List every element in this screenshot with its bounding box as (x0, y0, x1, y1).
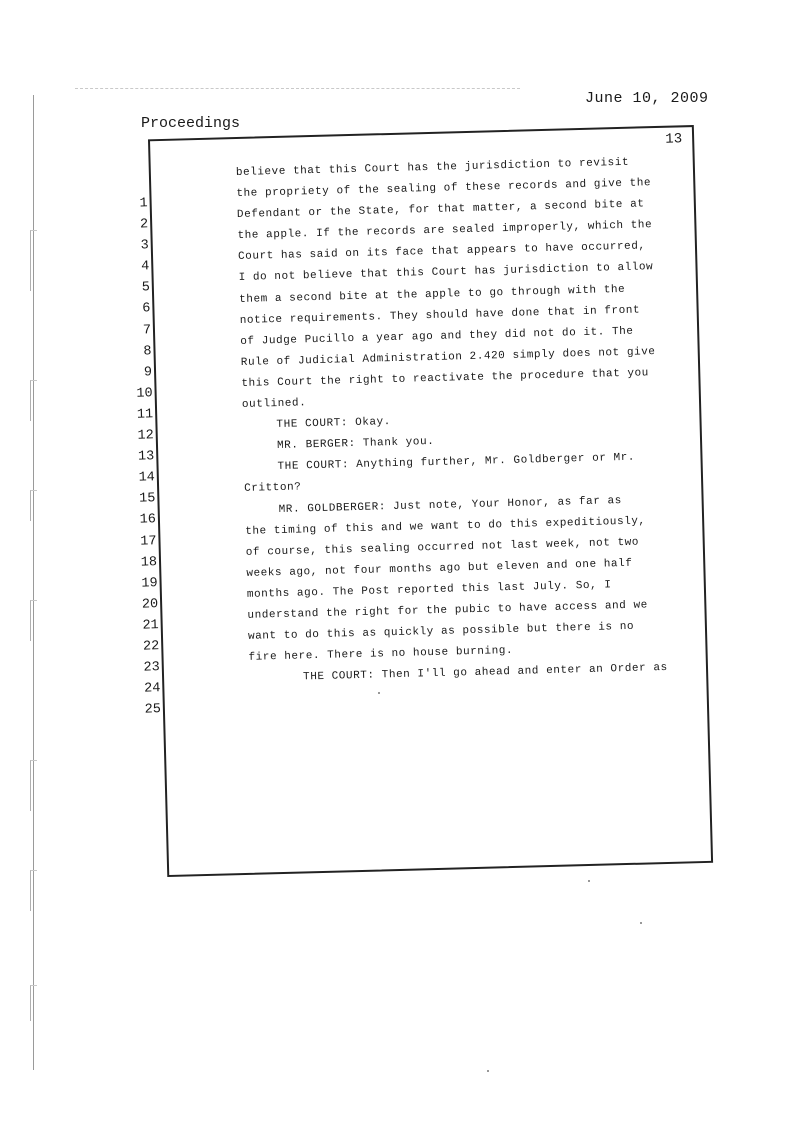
line-number: 21 (142, 618, 159, 634)
transcript-line: THE COURT: Okay. (276, 416, 392, 432)
line-number: 6 (142, 301, 151, 317)
line-number: 23 (143, 660, 161, 676)
transcript-line: the apple. If the records are sealed improperly, which the (237, 219, 653, 243)
line-number: 14 (138, 470, 156, 486)
line-number: 11 (136, 407, 154, 423)
line-number: 2 (139, 217, 149, 233)
transcript-line: Rule of Judicial Administration 2.420 simply does not give (240, 345, 656, 369)
line-number: 5 (141, 280, 151, 296)
transcript-line: of course, this sealing occurred not last week, not two (245, 536, 640, 559)
line-number: 3 (140, 238, 149, 254)
line-number: 4 (141, 259, 150, 275)
line-number: 8 (143, 343, 152, 360)
line-number: 1 (139, 196, 148, 212)
transcript-line: want to do this as quickly as possible but there is no (247, 620, 635, 643)
header-title: Proceedings (141, 115, 241, 132)
line-number: 20 (141, 596, 159, 613)
transcript-line: Court has said on its face that appears to have occurred, (237, 240, 646, 264)
transcript-line: fire here. There is no house burning. (248, 645, 514, 665)
line-number: 24 (143, 681, 161, 697)
line-number: 22 (142, 639, 160, 655)
transcript-line: the timing of this and we want to do this expeditiously, (245, 515, 646, 538)
line-number: 16 (139, 512, 157, 529)
transcript-line: THE COURT: Then I'll go ahead and enter an Order as (302, 662, 668, 684)
transcript-line: this Court the right to reactivate the procedure that you (241, 367, 650, 390)
transcript-line: months ago. The Post reported this last July. So, I (246, 579, 612, 601)
transcript-line: weeks ago, not four months ago but eleven and one half (246, 557, 633, 580)
transcript-line: Critton? (244, 481, 302, 496)
line-number-column (125, 193, 161, 721)
line-number: 15 (139, 491, 156, 507)
transcript-line: THE COURT: Anything further, Mr. Goldberger or Mr. (277, 451, 636, 474)
transcript-line: notice requirements. They should have done that in front (239, 304, 641, 327)
transcript-line: of Judge Pucillo a year ago and they did not do it. The (240, 325, 634, 348)
line-number: 12 (137, 428, 154, 444)
line-number: 7 (142, 322, 152, 339)
transcript-line: outlined. (241, 397, 307, 411)
line-number: 19 (141, 575, 158, 592)
line-number: 25 (144, 702, 162, 718)
transcript-line: MR. BERGER: Thank you. (276, 436, 435, 453)
transcript-line: Defendant or the State, for that matter, a second bite at (236, 198, 645, 222)
transcript-line: the propriety of the sealing of these records and give the (236, 177, 652, 201)
transcript-box (136, 125, 713, 877)
transcript-line: understand the right for the pubic to have access and we (247, 599, 648, 622)
line-number: 18 (140, 554, 158, 571)
line-number: 17 (140, 533, 157, 550)
transcript-line: I do not believe that this Court has jurisdiction to allow (238, 261, 654, 285)
line-number: 10 (136, 386, 153, 402)
page-number: 13 (665, 131, 683, 148)
transcript-line: them a second bite at the apple to go through with the (239, 283, 626, 306)
transcript-line: MR. GOLDBERGER: Just note, Your Honor, as far as (278, 494, 623, 516)
transcript-text (236, 151, 710, 690)
line-number: 13 (137, 449, 155, 465)
header-date: June 10, 2009 (585, 90, 709, 107)
transcript-line: believe that this Court has the jurisdiction to revisit (235, 156, 630, 180)
line-number: 9 (143, 365, 153, 381)
